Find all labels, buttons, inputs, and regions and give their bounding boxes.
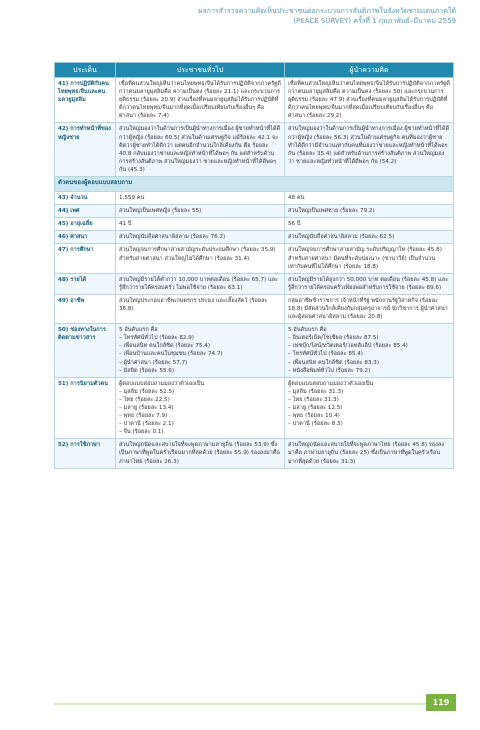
cell-text-line: 56 ปี [288,221,301,228]
table-row [55,324,454,378]
cell-text-line: 41 ปี [119,221,132,228]
cell-text-line: – เพื่อนบ้านและคนในชุมชน (ร้อยละ 74.7) [119,351,223,358]
cell-text-line: – อินเตอร์เน็ต/โซเชียล (ร้อยละ 87.5) [288,335,379,342]
cell-text-line: – พุทธ (ร้อยละ 10.4) [288,413,340,420]
cell-text-line: 5 อันดับแรก คือ [288,327,327,334]
table-row [55,78,454,123]
cell-opinion-leaders [285,78,454,123]
cell-text-line: 1,559 คน [119,195,145,202]
cell-text-line: – ผู้นำศาสนา (ร้อยละ 57.7) [119,359,188,366]
table-row [55,273,454,294]
cell-text-line: ส่วนใหญ่ถนัดและสบายใจที่จะพูดภาษาไทย (ร้อยละ 45.8) รองลงมาคือ ภาษามลายูถิ่น (ร้อยละ 25) ซึ่งเป็นภาษาที่พูดในครัวเรือนมากที่สุดด้วย (ร้อยละ 31.3) [288,442,445,465]
cell-text-line: เชื่อที่คนส่วนใหญ่เห็นว่าคนไทยพุทธ/จีนได้รับการปฏิบัติจากภาครัฐดีกว่าคนมลายูมุสลิมคือ ความเป็นคง (ร้อยละ 21.1) และกระบวนการยุติธรรม (ร้อยละ 20.9) ส่วนเรื่องที่คนมลายูมุสลิมได้รับการปฏิบัติที่ดีกว่าคนไทยพุทธ/จีนมากที่สุดเมื่อเปรียบเทียบกับเรื่องอื่นๆ คือ ศาสนา (ร้อยละ 7.4) [119,81,281,120]
cell-general-public [116,205,285,218]
cell-text-line: – มุสลิม (ร้อยละ 52.5) [119,388,175,395]
cell-opinion-leaders [285,439,454,468]
cell-opinion-leaders [285,244,454,273]
cell-text-line: – เฟซบุ๊ก/ไลน์/ทวิตเตอร์/วอทส์แอ็ป (ร้อยละ 85.4) [288,343,408,350]
header-line-1: ผลการสำรวจความคิดเห็นประชาชนต่อกระบวนการสันติภาพในจังหวัดชายแดนภาคใต้ [198,7,456,15]
page-header [156,6,456,26]
cell-opinion-leaders [285,218,454,231]
table-body-top [55,78,454,177]
cell-text-line: – เพื่อนสนิท คนใกล้ชิด (ร้อยละ 83.3) [288,359,380,366]
cell-text-line: 5 อันดับแรก คือ [119,327,158,334]
column-header-topic: ประเด็น [55,63,116,78]
section-row [55,177,454,192]
row-topic: 44) เพศ [55,205,116,218]
column-header-general-public: ประชาชนทั่วไป [116,63,285,78]
cell-text-line: – เพื่อนสนิท คนใกล้ชิด (ร้อยละ 75.4) [119,343,211,350]
cell-opinion-leaders [285,377,454,439]
cell-opinion-leaders [285,231,454,244]
table-row [55,218,454,231]
row-topic: 41) การปฏิบัติกับคนไทยพุทธ/จีนและคนมลายูมุสลิม [55,78,116,123]
table-row [55,244,454,273]
survey-comparison-table [54,62,454,469]
cell-text-line: ส่วนใหญ่นับถือศาสนาอิสลาม (ร้อยละ 62.5) [288,234,395,241]
cell-general-public [116,231,285,244]
table-section [55,177,454,192]
cell-text-line: ส่วนใหญ่เป็นเพศหญิง (ร้อยละ 55) [119,208,202,215]
cell-opinion-leaders [285,294,454,323]
cell-text-line: – ปาตานี (ร้อยละ 8.3) [288,421,343,428]
table-row [55,123,454,177]
cell-general-public [116,324,285,378]
cell-text-line: ส่วนใหญ่มีรายได้ต่ำกว่า 10,000 บาทต่อเดือน (ร้อยละ 65.7) และรู้สึกว่ารายได้ครอบครัว ไม่พอใช้จ่าย (ร้อยละ 63.1) [119,276,279,291]
cell-text-line: ผู้ตอบแบบสอบถามมองว่าตัวเองเป็น [288,380,374,387]
table-row [55,192,454,205]
cell-opinion-leaders [285,205,454,218]
table-header-row [55,63,454,78]
cell-text-line: – ไทย (ร้อยละ 31.3) [288,396,339,403]
cell-text-line: – มุสลิม (ร้อยละ 31.3) [288,388,344,395]
table-row [55,294,454,323]
cell-opinion-leaders [285,192,454,205]
cell-text-line: ส่วนใหญ่มองว่าในด้านการเป็นผู้นำทางการเมือง ผู้ชายทำหน้าที่ได้ดีกว่าผู้หญิง (ร้อยละ 60.5) ส่วนในด้านเศรษฐกิจ แม้ร้อยละ 42.1 จะคิดว่าผู้ชายทำได้ดีกว่า แต่คนอีกจำนวนใกล้เคียงกัน คือ ร้อยละ 40.8 กลับมองว่าชายและหญิงทำหน้าที่ได้พอๆ กัน แต่สำหรับด้านการสร้างสันติภาพ ส่วนใหญ่มองว่า ชายและหญิงทำหน้าที่ได้ดีพอๆ กัน (45.3) [119,126,281,173]
table-row [55,377,454,439]
page-number: 119 [426,694,456,711]
cell-text-line: ส่วนใหญ่มองว่าในด้านการเป็นผู้นำทางการเมือง ผู้ชายทำหน้าที่ได้ดีกว่าผู้หญิง (ร้อยละ 56.3) ส่วนในด้านเศรษฐกิจ คนที่มองว่าผู้ชายทำได้ดีกว่ามีจำนวนเท่ากับคนที่มองว่าชายและหญิงทำหน้าที่ได้พอๆ กัน (ร้อยละ 35.4) แต่สำหรับด้านการสร้างสันติภาพ ส่วนใหญ่มองว่า ชายและหญิงทำหน้าที่ได้ดีพอๆ กัน (54.2) [288,126,450,165]
cell-general-public [116,377,285,439]
cell-text-line: ส่วนใหญ่จบการศึกษาสายสามัญ ระดับปริญญาโท (ร้อยละ 45.8) สำหรับสายศาสนา มีคนที่ระดับปอเนาะ (ซานาวีย์) เป็นจำนวนเท่ากับคนที่ไม่ได้ศึกษา (ร้อยละ 18.8) [288,247,442,270]
cell-text-line: – มลายู (ร้อยละ 13.4) [119,405,174,411]
cell-text-line: – โทรทัศน์ทั่วไป (ร้อยละ 85.4) [288,351,363,358]
cell-text-line: ส่วนใหญ่นับถือศาสนาอิสลาม (ร้อยละ 76.2) [119,234,226,241]
table-row [55,439,454,468]
row-topic: 42) การทำหน้าที่ของหญิงชาย [55,123,116,177]
table-row [55,205,454,218]
cell-text-line: – หนังสือพิมพ์ทั่วไป (ร้อยละ 79.2) [288,367,371,374]
section-label: ตัวตนของผู้ตอบแบบสอบถาม [55,177,454,192]
column-header-opinion-leaders: ผู้นำความคิด [285,63,454,78]
row-topic: 52) การใช้ภาษา [55,439,116,468]
row-topic: 46) ศาสนา [55,231,116,244]
cell-text-line: – จีน (ร้อยละ 0.1) [119,429,164,436]
row-topic: 48) รายได้ [55,273,116,294]
cell-text-line: ส่วนใหญ่เป็นเพศชาย (ร้อยละ 79.2) [288,208,375,215]
row-topic: 51) การนิยามตัวตน [55,377,116,439]
cell-text-line: ส่วนใหญ่จบการศึกษาสายสามัญระดับประถมศึกษา (ร้อยละ 35.9) สำหรับสายศาสนา ส่วนใหญ่ไม่ได้ศึกษา (ร้อยละ 31.4) [119,247,276,262]
cell-general-public [116,78,285,123]
cell-text-line: ส่วนใหญ่ถนัดและสบายใจที่จะพูดภาษามลายูถิ่น (ร้อยละ 53.9) ซึ่งเป็นภาษาที่พูดในครัวเรือนมากที่สุดด้วย (ร้อยละ 55.9) รองลงมาคือ ภาษาไทย (ร้อยละ 26.3) [119,442,280,465]
header-line-2: (PEACE SURVEY) ครั้งที่ 1 กุมภาพันธ์–มีนาคม 2559 [293,17,456,25]
cell-general-public [116,273,285,294]
cell-general-public [116,123,285,177]
cell-text-line: เชื่อที่คนส่วนใหญ่เห็นว่าคนไทยพุทธ/จีนได้รับการปฏิบัติจากภาครัฐดีกว่าคนมลายูมุสลิมคือ ความเป็นคง (ร้อยละ 50) และกระบวนการยุติธรรม (ร้อยละ 47.9) ส่วนเรื่องที่คนมลายูมุสลิมได้รับการปฏิบัติที่ดีกว่าคนไทยพุทธ/จีนมากที่สุดเมื่อเปรียบเทียบกับเรื่องอื่นๆ คือ ศาสนา (ร้อยละ 29.2) [288,81,450,120]
cell-text-line: – มัสยิด (ร้อยละ 55.6) [119,367,175,374]
row-topic: 47) การศึกษา [55,244,116,273]
cell-text-line: กลุ่มอาชีพข้าราชการ เจ้าหน้าที่รัฐ พนักงานรัฐวิสาหกิจ (ร้อยละ 18.8) มีสัดส่วนใกล้เคียงกับกลุ่มครูอาจารย์ นักวิชาการ ผู้นำศาสนาและผู้สอนศาสนาอิสลาม (ร้อยละ 20.8) [288,297,448,321]
cell-text-line: ส่วนใหญ่ประกอบอาชีพเกษตรกร ประมง และเลี้ยงสัตว์ (ร้อยละ 36.8) [119,297,268,312]
cell-text-line: – มลายู (ร้อยละ 12.5) [288,405,343,411]
cell-text-line: ส่วนใหญ่มีรายได้สูงกว่า 50,000 บาท ต่อเดือน (ร้อยละ 45.8) และรู้สึกว่ารายได้ครอบครัวเพียงพอสำหรับการใช้จ่าย (ร้อยละ 89.6) [288,276,449,291]
table-body-bottom [55,192,454,469]
cell-opinion-leaders [285,324,454,378]
row-topic: 50) ช่องทางในการติดตามข่าวสาร [55,324,116,378]
cell-text-line: – พุทธ (ร้อยละ 7.9) [119,413,168,420]
cell-general-public [116,439,285,468]
cell-opinion-leaders [285,123,454,177]
cell-general-public [116,218,285,231]
cell-general-public [116,244,285,273]
cell-general-public [116,192,285,205]
footer-bar [54,703,426,705]
cell-general-public [116,294,285,323]
table-row [55,231,454,244]
cell-opinion-leaders [285,273,454,294]
row-topic: 45) อายุเฉลี่ย [55,218,116,231]
cell-text-line: – ไทย (ร้อยละ 22.5) [119,396,170,403]
cell-text-line: 48 คน [288,195,305,202]
cell-text-line: ผู้ตอบแบบสอบถามมองว่าตัวเองเป็น [119,380,205,387]
cell-text-line: – ปาตานี (ร้อยละ 2.1) [119,421,174,428]
row-topic: 43) จำนวน [55,192,116,205]
survey-comparison-table-wrapper [54,62,453,469]
row-topic: 49) อาชีพ [55,294,116,323]
cell-text-line: – โทรทัศน์ทั่วไป (ร้อยละ 82.9) [119,335,194,342]
